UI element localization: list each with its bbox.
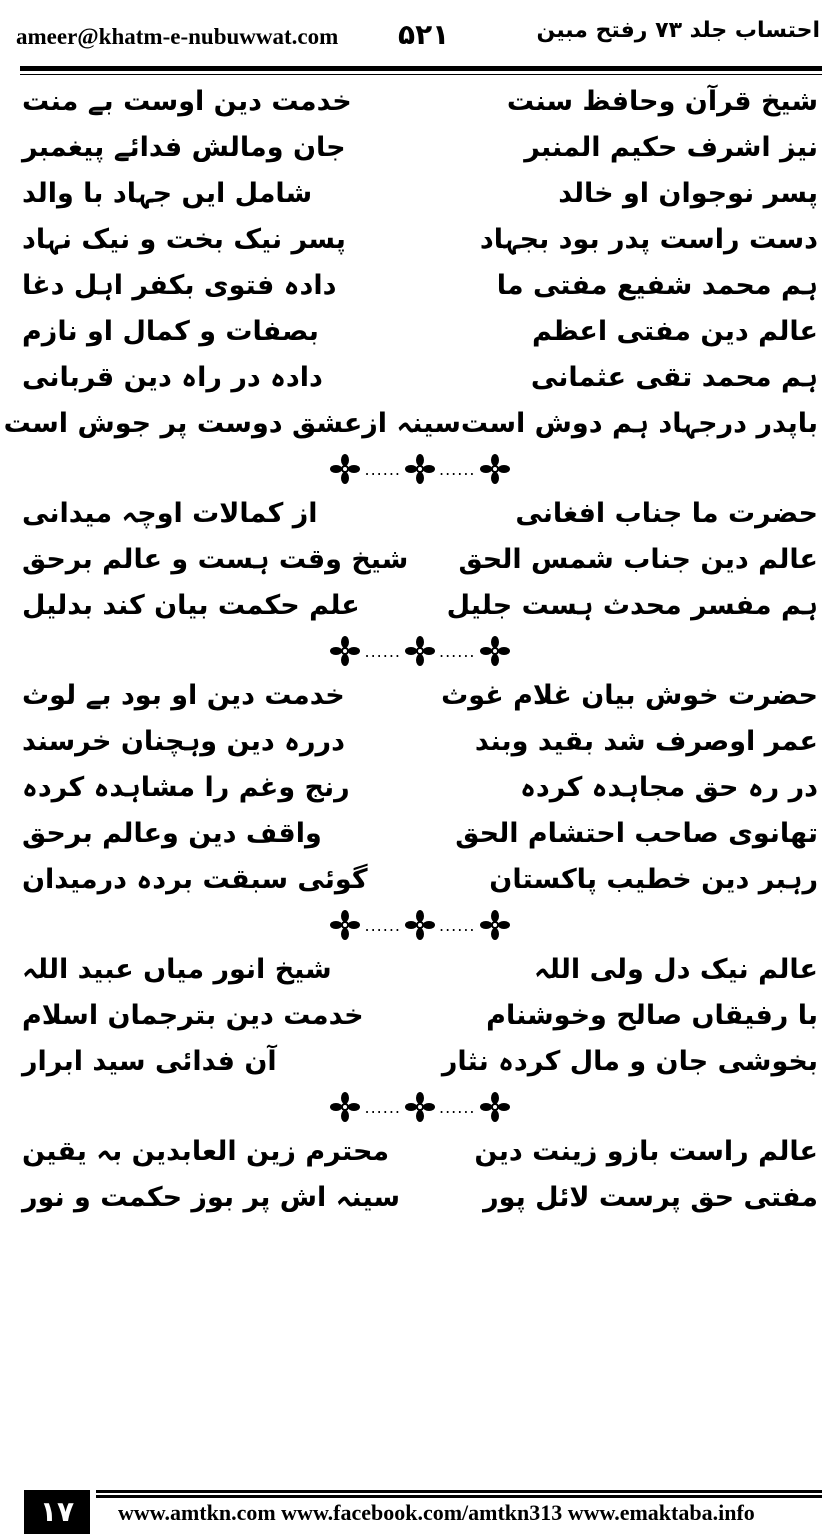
header-rule-thin xyxy=(20,74,822,75)
hemistich-left: واقف دین وعالم برحق xyxy=(22,817,322,849)
separator-dots: ...... xyxy=(364,641,401,661)
flower-ornament-icon xyxy=(330,454,360,484)
verse-line xyxy=(22,218,818,260)
hemistich-left: جان ومالش فدائے پیغمبر xyxy=(22,131,346,163)
hemistich-right: بخوشی جان و مال کردہ نثار xyxy=(441,1045,818,1077)
flower-ornament-icon xyxy=(330,910,360,940)
hemistich-right: مفتی حق پرست لائل پور xyxy=(483,1181,818,1213)
verse-line xyxy=(3,402,818,444)
verse-line xyxy=(22,1130,818,1172)
verse-line xyxy=(22,1176,818,1218)
separator-dots: ...... xyxy=(364,1097,401,1117)
header-rule xyxy=(20,66,822,71)
separator-dots: ...... xyxy=(439,641,476,661)
footer-rule-top xyxy=(96,1490,822,1493)
hemistich-left: خدمت دین اوست بے منت xyxy=(22,85,352,117)
separator-dots: ...... xyxy=(364,915,401,935)
flower-ornament-icon xyxy=(330,1092,360,1122)
hemistich-left: محترم زین العابدین بہ یقین xyxy=(22,1135,390,1167)
hemistich-left: دررہ دین وہچنان خرسند xyxy=(22,725,345,757)
hemistich-right: عالم دین مفتی اعظم xyxy=(531,315,818,347)
hemistich-right: عالم راست بازو زینت دین xyxy=(474,1135,818,1167)
hemistich-left: خدمت دین او بود بے لوث xyxy=(22,679,345,711)
hemistich-right: نیز اشرف حکیم المنبر xyxy=(524,131,818,163)
hemistich-right: ہم محمد شفیع مفتی ما xyxy=(496,269,818,301)
flower-ornament-icon xyxy=(480,454,510,484)
verse-line xyxy=(22,538,818,580)
verse-line xyxy=(22,994,818,1036)
hemistich-left: خدمت دین بترجمان اسلام xyxy=(22,999,364,1031)
footer-rule-top-2 xyxy=(96,1495,822,1498)
verse-line xyxy=(22,356,818,398)
footer-side-number: ۱۷ xyxy=(24,1490,90,1534)
verse-line xyxy=(22,766,818,808)
hemistich-right: حضرت خوش بیان غلام غوث xyxy=(441,679,818,711)
verse-line xyxy=(22,1040,818,1082)
verse-line xyxy=(22,80,818,122)
hemistich-left: دادہ در راہ دین قربانی xyxy=(22,361,323,393)
verse-line xyxy=(22,858,818,900)
hemistich-right: تھانوی صاحب احتشام الحق xyxy=(455,817,818,849)
flower-ornament-icon xyxy=(405,1092,435,1122)
flower-ornament-icon xyxy=(330,636,360,666)
stanza-separator xyxy=(0,1090,840,1124)
hemistich-right: ہم محمد تقی عثمانی xyxy=(530,361,818,393)
separator-dots: ...... xyxy=(439,459,476,479)
flower-ornament-icon xyxy=(405,636,435,666)
hemistich-left: دادہ فتوی بکفر اہل دغا xyxy=(22,269,337,301)
hemistich-left: آن فدائی سید ابرار xyxy=(22,1045,277,1077)
verse-line xyxy=(22,310,818,352)
hemistich-right: شیخ قرآن وحافظ سنت xyxy=(506,85,818,117)
verse-line xyxy=(22,812,818,854)
book-title: احتساب جلد ۷۳ رفتح مبین xyxy=(536,18,820,43)
hemistich-left: پسر نیک بخت و نیک نہاد xyxy=(22,223,346,255)
hemistich-left: گوئی سبقت بردہ درمیدان xyxy=(22,863,368,895)
separator-dots: ...... xyxy=(439,915,476,935)
verse-line xyxy=(22,264,818,306)
verse-line xyxy=(22,492,818,534)
poem-body xyxy=(0,80,840,1475)
page-number: ۵۲۱ xyxy=(398,18,450,51)
hemistich-right: پسر نوجوان او خالد xyxy=(558,177,818,209)
flower-ornament-icon xyxy=(480,910,510,940)
flower-ornament-icon xyxy=(480,636,510,666)
verse-line xyxy=(22,172,818,214)
hemistich-left: سینہ ازعشق دوست پر جوش است xyxy=(3,407,461,439)
footer-links[interactable]: www.amtkn.com www.facebook.com/amtkn313 www.emaktaba.info xyxy=(118,1500,755,1525)
hemistich-right: عالم نیک دل ولی اللہ xyxy=(533,953,818,985)
flower-ornament-icon xyxy=(405,910,435,940)
hemistich-right: ہم مفسر محدث ہست جلیل xyxy=(446,589,818,621)
page-footer xyxy=(0,1482,840,1540)
hemistich-left: سینہ اش پر بوز حکمت و نور xyxy=(22,1181,401,1213)
stanza-separator xyxy=(0,908,840,942)
stanza-separator xyxy=(0,634,840,668)
verse-line xyxy=(22,584,818,626)
flower-ornament-icon xyxy=(480,1092,510,1122)
hemistich-right: در رہ حق مجاہدہ کردہ xyxy=(520,771,818,803)
verse-line xyxy=(22,674,818,716)
verse-line xyxy=(22,720,818,762)
hemistich-right: دست راست پدر بود بجہاد xyxy=(479,223,818,255)
hemistich-right: باپدر درجہاد ہم دوش است xyxy=(460,407,818,439)
hemistich-left: علم حکمت بیان کند بدلیل xyxy=(22,589,360,621)
verse-line xyxy=(22,126,818,168)
hemistich-right: عمر اوصرف شد بقید وبند xyxy=(474,725,818,757)
hemistich-left: از کمالات اوچہ میدانی xyxy=(22,497,318,529)
hemistich-right: حضرت ما جناب افغانی xyxy=(515,497,818,529)
verse-line xyxy=(22,948,818,990)
hemistich-left: شیخ وقت ہست و عالم برحق xyxy=(22,543,409,575)
hemistich-left: شامل ایں جہاد با والد xyxy=(22,177,313,209)
separator-dots: ...... xyxy=(364,459,401,479)
hemistich-left: بصفات و کمال او نازم xyxy=(22,315,319,347)
hemistich-right: رہبر دین خطیب پاکستان xyxy=(489,863,818,895)
flower-ornament-icon xyxy=(405,454,435,484)
page-header xyxy=(0,0,840,74)
stanza-separator xyxy=(0,452,840,486)
hemistich-right: با رفیقاں صالح وخوشنام xyxy=(486,999,818,1031)
header-email: ameer@khatm-e-nubuwwat.com xyxy=(16,24,339,49)
hemistich-left: شیخ انور میاں عبید اللہ xyxy=(22,953,332,985)
hemistich-right: عالم دین جناب شمس الحق xyxy=(458,543,818,575)
hemistich-left: رنج وغم را مشاہدہ کردہ xyxy=(22,771,350,803)
separator-dots: ...... xyxy=(439,1097,476,1117)
